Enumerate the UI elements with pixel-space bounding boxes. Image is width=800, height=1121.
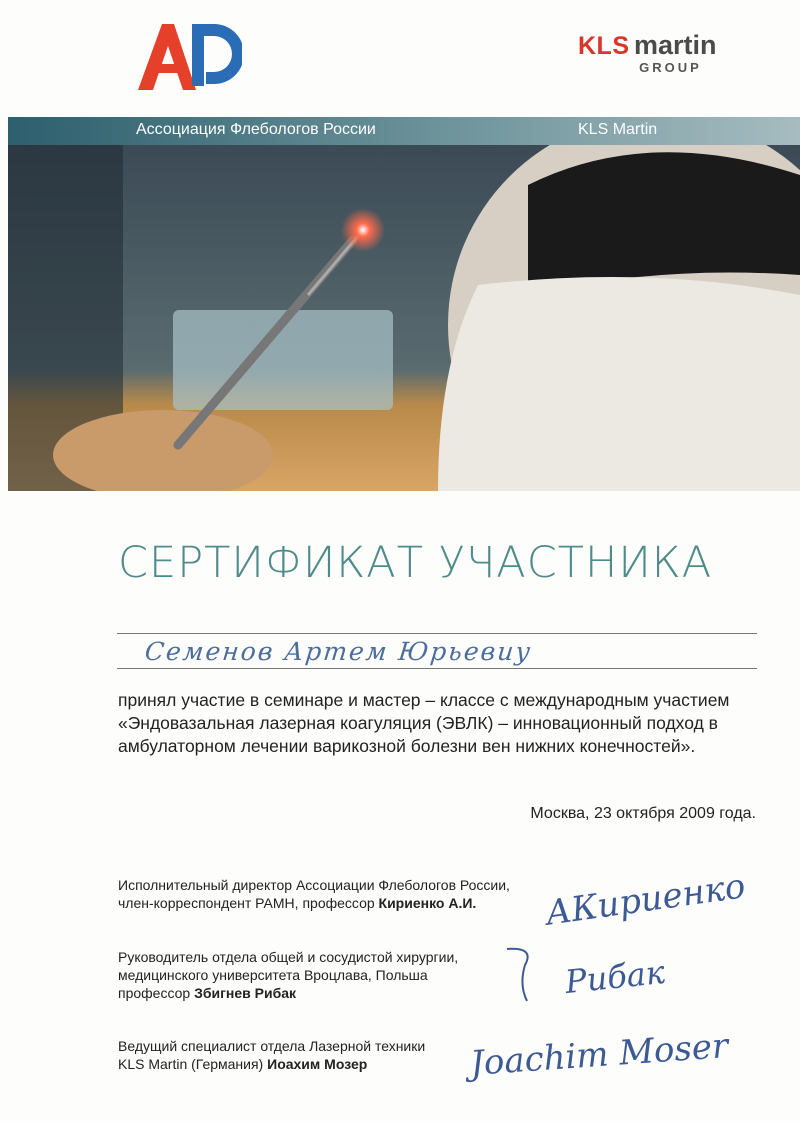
signatory-line: медицинского университета Вроцлава, Польша bbox=[118, 967, 428, 983]
signatory-line bbox=[118, 1055, 425, 1073]
signature-kirienko: АКириенко bbox=[543, 866, 748, 934]
signatory-moser bbox=[118, 1037, 425, 1073]
signatory-name: Иоахим Мозер bbox=[267, 1056, 368, 1072]
kls-martin-logo bbox=[578, 30, 763, 78]
signature-rybak: Рибак bbox=[563, 952, 667, 1002]
signature-moser: Joachim Moser bbox=[468, 1026, 730, 1084]
ap-association-logo bbox=[136, 20, 242, 92]
signatory-line: Исполнительный директор Ассоциации Флебологов России, bbox=[118, 877, 510, 893]
name-rule-top bbox=[117, 633, 757, 634]
certificate-title: СЕРТИФИКАТ УЧАСТНИКА bbox=[118, 538, 713, 588]
signatory-line: Ведущий специалист отдела Лазерной техники bbox=[118, 1038, 426, 1054]
kls-logo-kls: KLS bbox=[578, 32, 630, 60]
signatory-title: KLS Martin (Германия) bbox=[118, 1056, 268, 1072]
certificate-body: принял участие в семинаре и мастер – классе с международным участием «Эндовазальная лазерная коагуляция (ЭВЛК) – инновационный подход в амбулаторном лечении варикозной болезни вен нижних конечностей». bbox=[118, 690, 730, 756]
signatory-line bbox=[118, 894, 510, 912]
signature-rybak-stroke bbox=[505, 945, 545, 1005]
signatory-kirienko bbox=[118, 876, 510, 912]
banner-band bbox=[8, 117, 800, 145]
signatory-line: Руководитель отдела общей и сосудистой хирургии, bbox=[118, 949, 459, 965]
signatory-line bbox=[118, 984, 458, 1002]
signatory-title: член-корреспондент РАМН, профессор bbox=[118, 895, 379, 911]
banner-right-text: KLS Martin bbox=[578, 121, 658, 138]
signatory-title: профессор bbox=[118, 985, 195, 1001]
signatory-name: Збигнев Рибак bbox=[194, 985, 297, 1001]
kls-logo-martin: martin bbox=[633, 30, 717, 60]
kls-logo-group: GROUP bbox=[639, 60, 702, 75]
signatory-name: Кириенко А.И. bbox=[378, 895, 477, 911]
name-rule-bottom bbox=[117, 668, 757, 669]
laser-photo bbox=[8, 145, 800, 491]
signatory-rybak bbox=[118, 948, 458, 1002]
banner-left-text: Ассоциация Флебологов России bbox=[136, 121, 376, 138]
place-date: Москва, 23 октября 2009 года. bbox=[530, 805, 756, 822]
banner bbox=[8, 117, 800, 491]
recipient-name: Семенов Артем Юрьевиу bbox=[143, 637, 534, 666]
